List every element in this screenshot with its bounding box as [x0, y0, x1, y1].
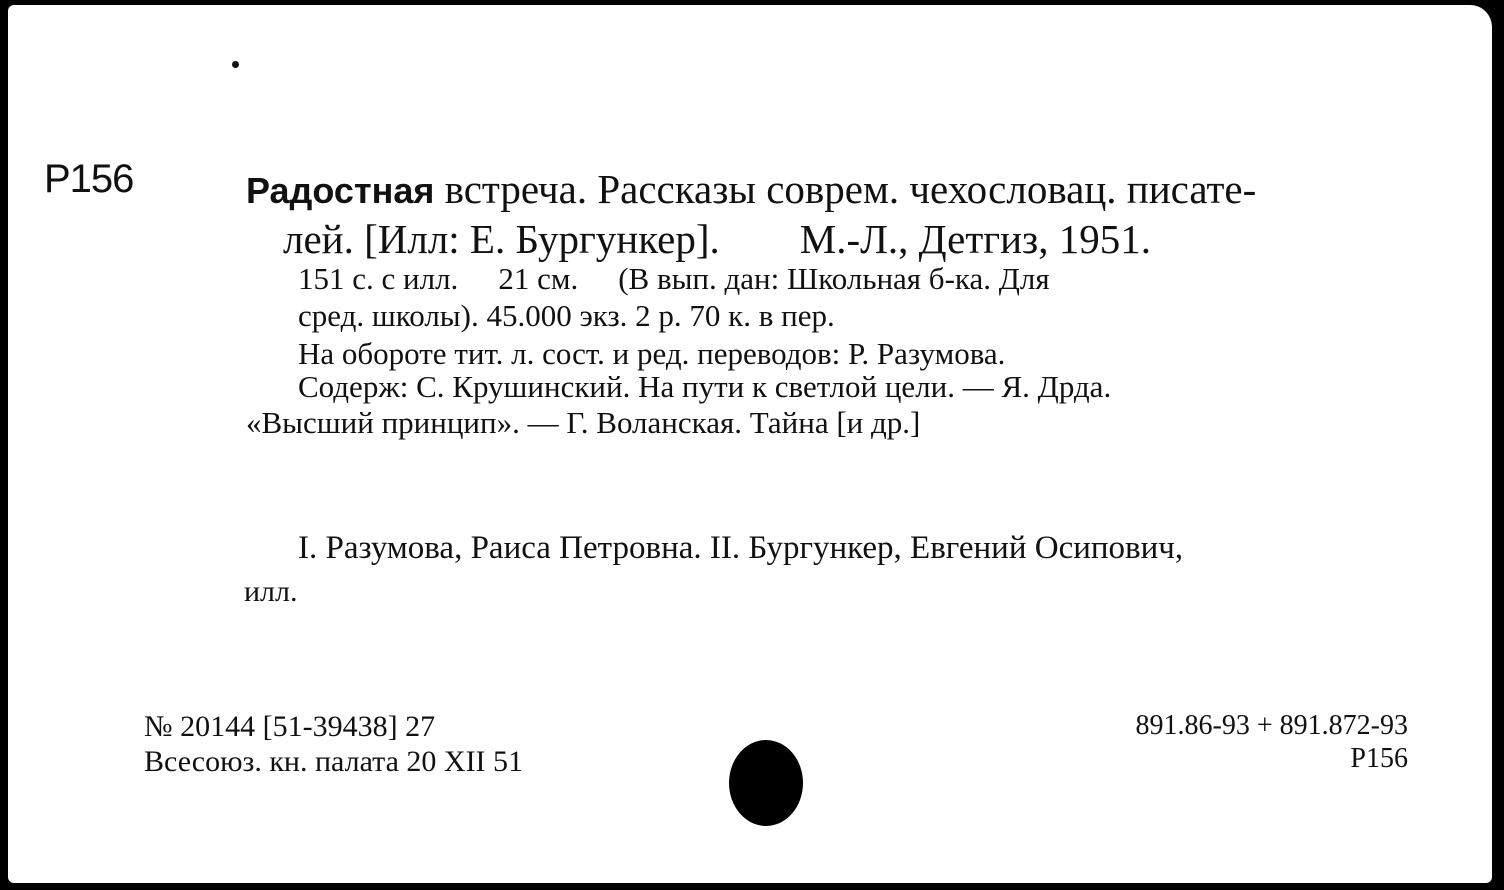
punch-hole: [729, 740, 803, 826]
collation-line: [298, 261, 1050, 297]
title-rest: встреча. Рассказы соврем. чехословац. писате-: [434, 166, 1257, 212]
card-number: № 20144 [51-39438] 27: [144, 710, 436, 743]
illustrator-note: лей. [Илл: Е. Бургункер].: [283, 216, 720, 262]
title-line: [246, 165, 1256, 213]
classification-code: 891.86-93 + 891.872-93: [1135, 710, 1408, 741]
imprint: М.-Л., Детгиз, 1951.: [799, 216, 1151, 262]
title-bold: Радостная: [246, 170, 435, 211]
compiler-note: На обороте тит. л. сост. и ред. переводов: Р. Разумова.: [298, 336, 1006, 371]
illustrator-imprint-line: [283, 215, 1151, 263]
tracing-line-1: I. Разумова, Раиса Петровна. II. Бургункер, Евгений Осипович,: [298, 530, 1184, 566]
series-note: (В вып. дан: Школьная б-ка. Для: [618, 261, 1050, 296]
pages: 151 с. с илл.: [298, 261, 459, 296]
shelf-mark-bottom: Р156: [1350, 743, 1408, 774]
catalog-card: [8, 5, 1492, 883]
book-chamber-line: Всесоюз. кн. палата 20 XII 51: [144, 745, 524, 778]
contents-line-2: «Высший принцип». — Г. Воланская. Тайна [и др.]: [246, 405, 921, 440]
size: 21 см.: [498, 261, 579, 296]
edition-price-line: сред. школы). 45.000 экз. 2 р. 70 к. в пер.: [298, 298, 835, 333]
ink-dot: [232, 61, 239, 68]
tracing-line-2: илл.: [244, 575, 298, 608]
shelf-mark: Р156: [44, 157, 134, 201]
contents-line-1: Содерж: С. Крушинский. На пути к светлой цели. — Я. Дрда.: [298, 369, 1112, 404]
